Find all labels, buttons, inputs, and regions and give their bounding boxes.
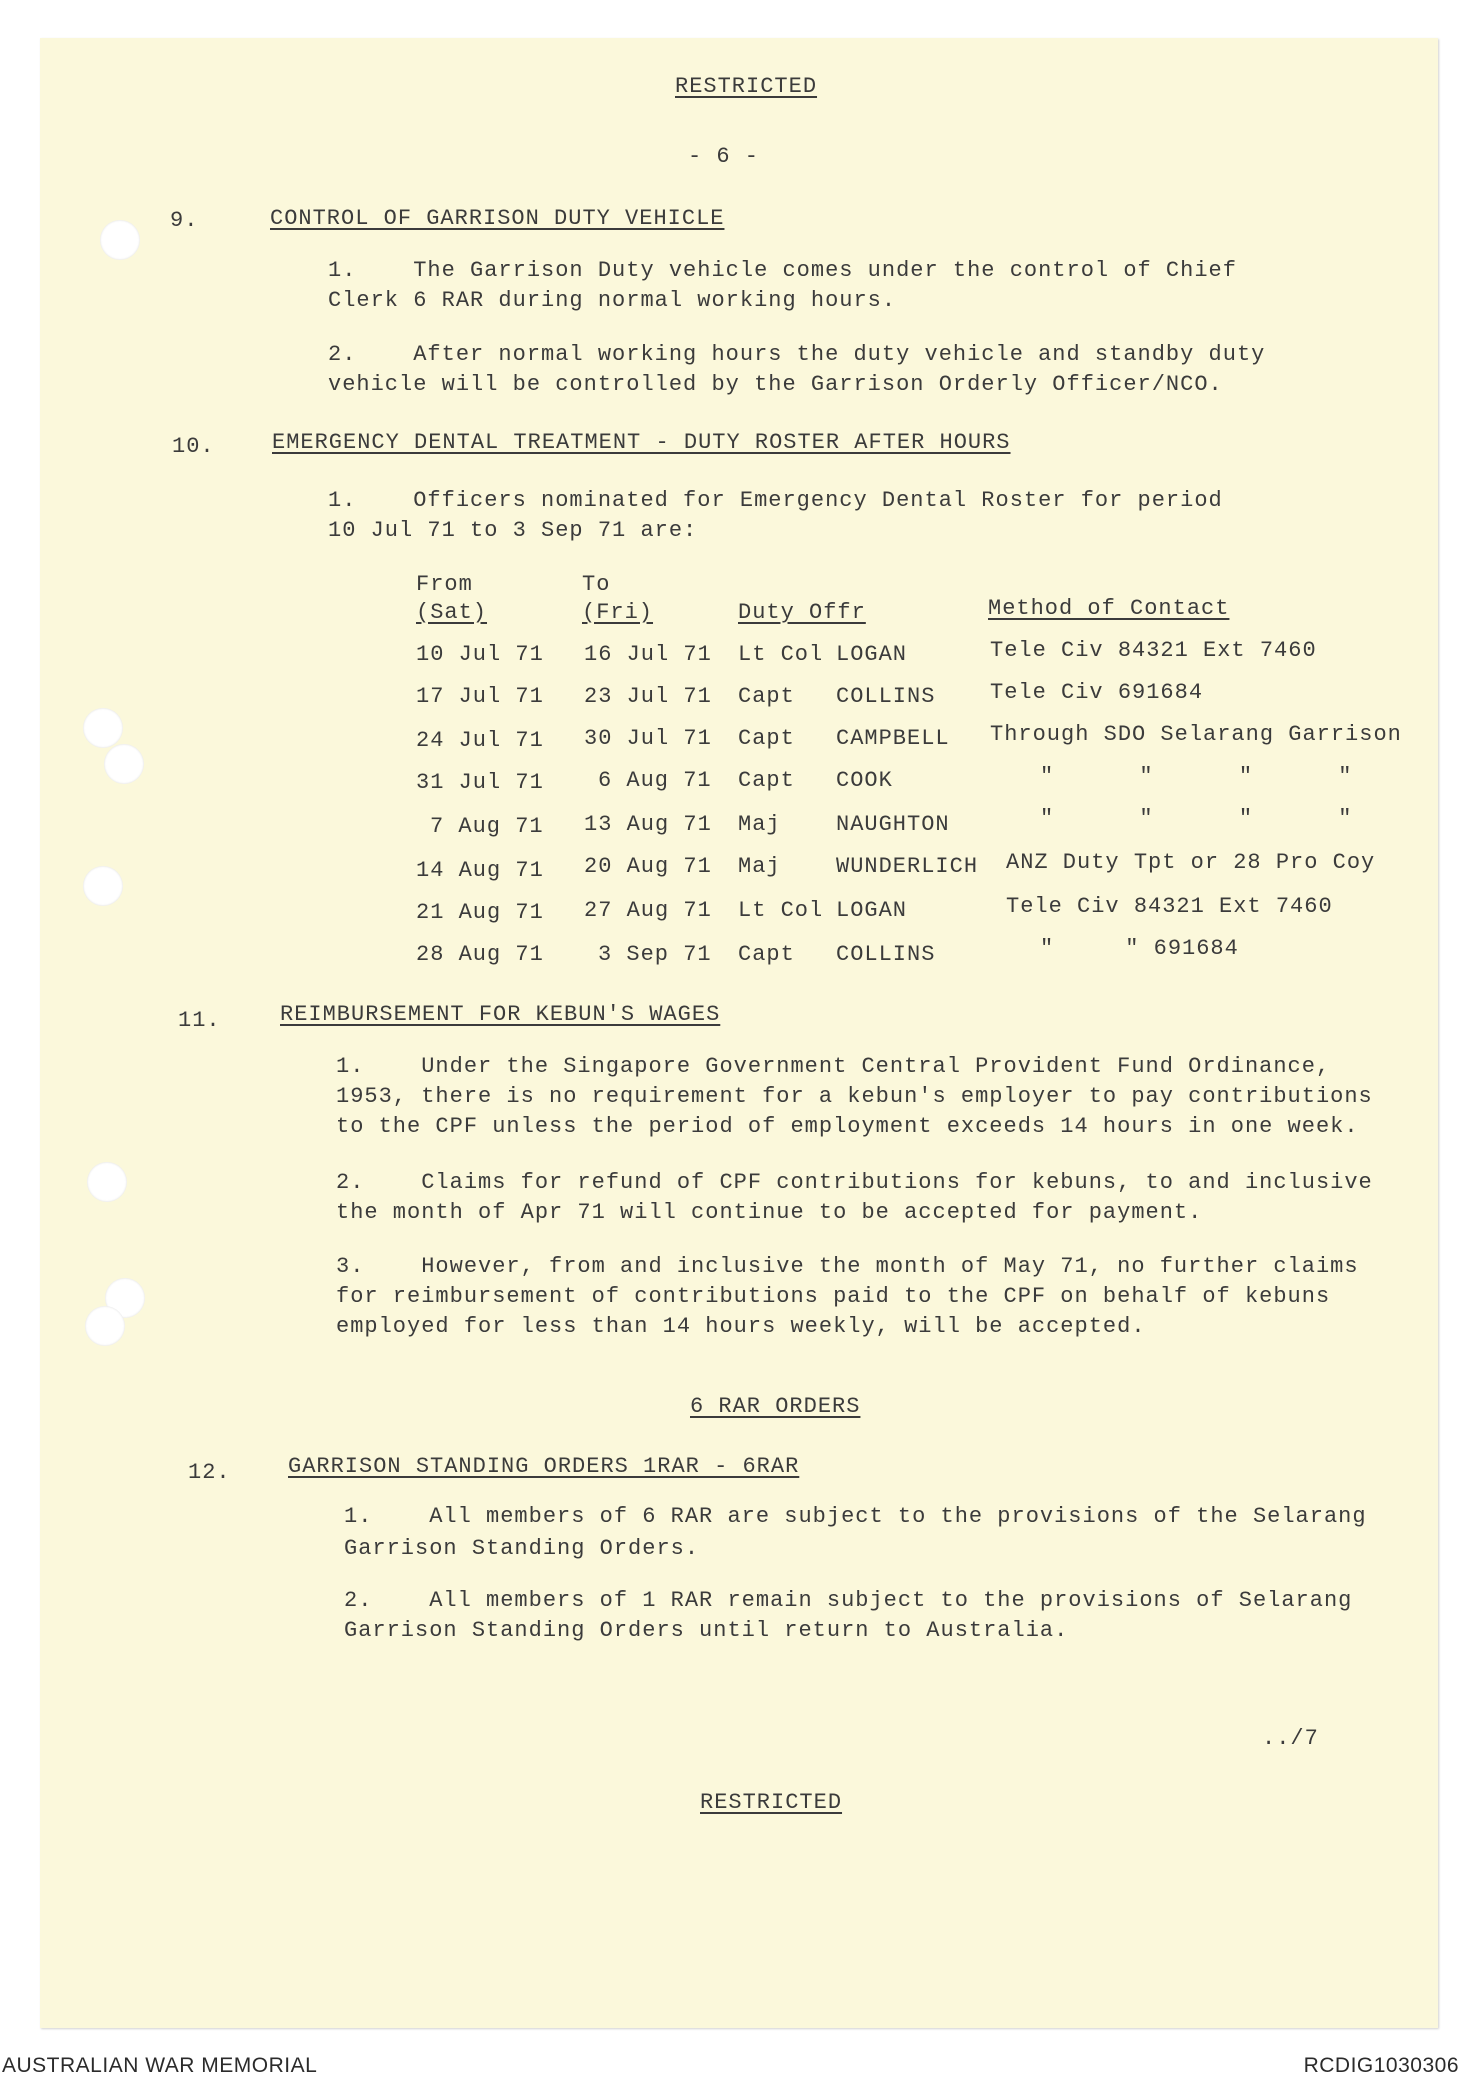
orders-heading: 6 RAR ORDERS <box>690 1394 861 1419</box>
section-10-para-1-line-2: 10 Jul 71 to 3 Sep 71 are: <box>328 518 698 543</box>
roster-to: 3 Sep 71 <box>598 942 712 967</box>
section-11-para-1-line-2: 1953, there is no requirement for a kebun's employer to pay contributions <box>336 1084 1373 1109</box>
roster-from: 31 Jul 71 <box>416 770 544 795</box>
roster-to: 27 Aug 71 <box>584 898 712 923</box>
section-9-para-2-line-2: vehicle will be controlled by the Garrison Orderly Officer/NCO. <box>328 372 1223 397</box>
section-9-title: CONTROL OF GARRISON DUTY VEHICLE <box>270 206 725 231</box>
punch-hole <box>104 744 144 784</box>
roster-rank: Capt <box>738 684 795 709</box>
punch-hole <box>100 220 140 260</box>
section-9-para-2-line-1: 2. After normal working hours the duty vehicle and standby duty <box>328 342 1266 367</box>
section-11-para-2-line-2: the month of Apr 71 will continue to be accepted for payment. <box>336 1200 1203 1225</box>
roster-header-duty-offr: Duty Offr <box>738 600 866 625</box>
punch-hole <box>85 1306 125 1346</box>
section-11-para-3-line-2: for reimbursement of contributions paid to the CPF on behalf of kebuns <box>336 1284 1331 1309</box>
section-10-title: EMERGENCY DENTAL TREATMENT - DUTY ROSTER AFTER HOURS <box>272 430 1011 455</box>
roster-from: 17 Jul 71 <box>416 684 544 709</box>
section-12-number: 12. <box>188 1460 231 1485</box>
archive-credit: AUSTRALIAN WAR MEMORIAL <box>2 2054 318 2077</box>
roster-rank: Capt <box>738 726 795 751</box>
section-11-para-2-line-1: 2. Claims for refund of CPF contributions for kebuns, to and inclusive <box>336 1170 1373 1195</box>
roster-rank: Lt Col <box>738 642 824 667</box>
roster-rank: Maj <box>738 854 781 879</box>
classification-header: RESTRICTED <box>675 74 818 99</box>
section-11-para-1-line-1: 1. Under the Singapore Government Central Provident Fund Ordinance, <box>336 1054 1331 1079</box>
section-12-para-2-line-2: Garrison Standing Orders until return to Australia. <box>344 1618 1069 1643</box>
section-11-para-1-line-3: to the CPF unless the period of employment exceeds 14 hours in one week. <box>336 1114 1359 1139</box>
roster-contact: Through SDO Selarang Garrison <box>990 722 1402 747</box>
roster-contact: Tele Civ 84321 Ext 7460 <box>1006 894 1333 919</box>
punch-hole <box>87 1162 127 1202</box>
roster-officer: WUNDERLICH <box>836 854 979 879</box>
roster-officer: NAUGHTON <box>836 812 950 837</box>
punch-hole <box>83 866 123 906</box>
roster-rank: Lt Col <box>738 898 824 923</box>
roster-from: 7 Aug 71 <box>430 814 544 839</box>
roster-from: 10 Jul 71 <box>416 642 544 667</box>
roster-header-from: From <box>416 572 473 597</box>
archive-reference: RCDIG1030306 <box>1303 2054 1459 2077</box>
roster-officer: LOGAN <box>836 898 908 923</box>
roster-header-to-day: (Fri) <box>582 600 654 625</box>
section-10-number: 10. <box>172 434 215 459</box>
section-9-para-1-line-1: 1. The Garrison Duty vehicle comes under the control of Chief <box>328 258 1237 283</box>
roster-to: 16 Jul 71 <box>584 642 712 667</box>
section-10-para-1-line-1: 1. Officers nominated for Emergency Dental Roster for period <box>328 488 1223 513</box>
section-11-number: 11. <box>178 1008 221 1033</box>
classification-footer: RESTRICTED <box>700 1790 843 1815</box>
roster-header-method: Method of Contact <box>988 596 1230 621</box>
roster-to: 6 Aug 71 <box>598 768 712 793</box>
roster-header-to: To <box>582 572 611 597</box>
roster-contact: " " " " <box>1040 806 1353 831</box>
roster-header-from-day: (Sat) <box>416 600 488 625</box>
roster-officer: COOK <box>836 768 893 793</box>
document-page <box>40 38 1438 2028</box>
section-11-title: REIMBURSEMENT FOR KEBUN'S WAGES <box>280 1002 721 1027</box>
section-11-para-3-line-3: employed for less than 14 hours weekly, will be accepted. <box>336 1314 1146 1339</box>
roster-officer: COLLINS <box>836 942 936 967</box>
roster-officer: LOGAN <box>836 642 908 667</box>
roster-contact: " " 691684 <box>1040 936 1239 961</box>
page-number: - 6 - <box>688 144 760 169</box>
roster-contact: " " " " <box>1040 764 1353 789</box>
roster-to: 20 Aug 71 <box>584 854 712 879</box>
roster-to: 23 Jul 71 <box>584 684 712 709</box>
roster-from: 28 Aug 71 <box>416 942 544 967</box>
section-12-para-1-line-2: Garrison Standing Orders. <box>344 1536 700 1561</box>
section-11-para-3-line-1: 3. However, from and inclusive the month of May 71, no further claims <box>336 1254 1359 1279</box>
section-9-para-1-line-2: Clerk 6 RAR during normal working hours. <box>328 288 897 313</box>
roster-rank: Maj <box>738 812 781 837</box>
roster-officer: COLLINS <box>836 684 936 709</box>
roster-to: 13 Aug 71 <box>584 812 712 837</box>
roster-rank: Capt <box>738 942 795 967</box>
roster-contact: ANZ Duty Tpt or 28 Pro Coy <box>1006 850 1376 875</box>
section-9-number: 9. <box>170 208 199 233</box>
roster-contact: Tele Civ 691684 <box>990 680 1204 705</box>
section-12-para-1-line-1: 1. All members of 6 RAR are subject to the provisions of the Selarang <box>344 1504 1367 1529</box>
section-12-title: GARRISON STANDING ORDERS 1RAR - 6RAR <box>288 1454 800 1479</box>
continuation-marker: ../7 <box>1262 1726 1319 1751</box>
roster-rank: Capt <box>738 768 795 793</box>
punch-hole <box>83 708 123 748</box>
roster-from: 21 Aug 71 <box>416 900 544 925</box>
roster-from: 24 Jul 71 <box>416 728 544 753</box>
roster-officer: CAMPBELL <box>836 726 950 751</box>
roster-from: 14 Aug 71 <box>416 858 544 883</box>
roster-to: 30 Jul 71 <box>584 726 712 751</box>
roster-contact: Tele Civ 84321 Ext 7460 <box>990 638 1317 663</box>
section-12-para-2-line-1: 2. All members of 1 RAR remain subject to the provisions of Selarang <box>344 1588 1353 1613</box>
